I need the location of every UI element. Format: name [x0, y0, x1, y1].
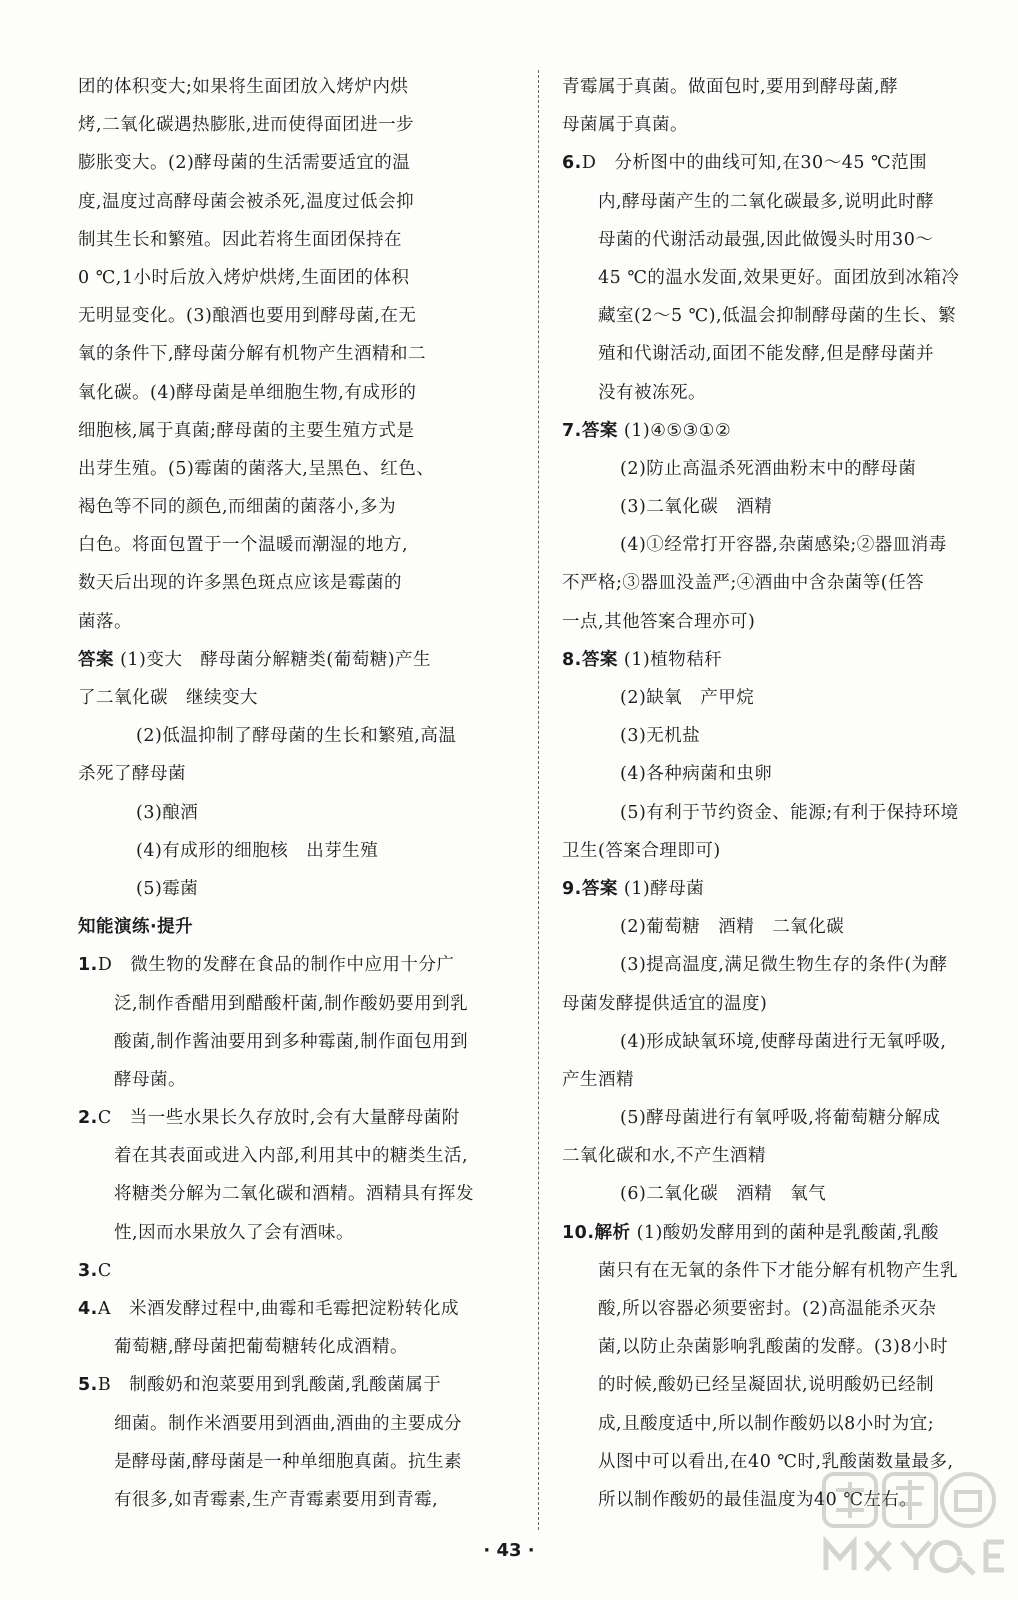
text-line — [78, 679, 518, 717]
line-text: 制其生长和繁殖。因此若将生面团保持在 — [78, 229, 402, 250]
text-line — [78, 1405, 518, 1443]
line-text: (4)各种病菌和虫卵 — [620, 764, 773, 785]
text-line — [562, 412, 982, 450]
text-line — [562, 106, 982, 144]
text-line — [562, 794, 982, 832]
text-line — [562, 1405, 982, 1443]
line-text: D 微生物的发酵在食品的制作中应用十分广 — [97, 955, 455, 976]
text-line — [562, 603, 982, 641]
line-text: 不严格;③器皿没盖严;④酒曲中含杂菌等(任答 — [562, 573, 925, 594]
text-line — [562, 1137, 982, 1175]
text-line — [78, 1366, 518, 1404]
question-number: 8. — [562, 649, 582, 670]
answer-tag: 答案 — [78, 649, 114, 670]
line-text: (1)变大 酵母菌分解糖类(葡萄糖)产生 — [120, 649, 432, 670]
question-number: 7. — [562, 420, 582, 441]
text-line — [562, 1252, 982, 1290]
line-text: 褐色等不同的颜色,而细菌的菌落小,多为 — [78, 497, 397, 518]
text-line — [78, 1481, 518, 1519]
line-text: 是酵母菌,酵母菌是一种单细胞真菌。抗生素 — [114, 1451, 463, 1472]
line-text: C — [97, 1260, 112, 1281]
question-number: 2. — [78, 1108, 98, 1129]
text-line — [78, 106, 518, 144]
text-line — [562, 1214, 982, 1252]
text-line — [562, 450, 982, 488]
text-line — [562, 297, 982, 335]
question-number: 5. — [78, 1375, 98, 1396]
text-line — [562, 1366, 982, 1404]
text-line — [78, 488, 518, 526]
text-line — [562, 488, 982, 526]
text-line — [78, 144, 518, 182]
text-line — [78, 526, 518, 564]
text-line — [78, 832, 518, 870]
section-heading: 知能演练·提升 — [78, 917, 194, 938]
line-text: 细菌。制作米酒要用到酒曲,酒曲的主要成分 — [114, 1413, 463, 1434]
text-line — [562, 1061, 982, 1099]
text-line — [78, 1328, 518, 1366]
text-line — [78, 870, 518, 908]
line-text: 氧的条件下,酵母菌分解有机物产生酒精和二 — [78, 344, 427, 365]
line-text: 殖和代谢活动,面团不能发酵,但是酵母菌并 — [598, 344, 935, 365]
text-line — [562, 1328, 982, 1366]
line-text: 膨胀变大。(2)酵母菌的生活需要适宜的温 — [78, 153, 411, 174]
text-line — [78, 68, 518, 106]
question-number: 9. — [562, 878, 582, 899]
line-text: (2)葡萄糖 酒精 二氧化碳 — [620, 917, 845, 938]
line-text: (3)二氧化碳 酒精 — [620, 497, 773, 518]
line-text: 母菌发酵提供适宜的温度) — [562, 993, 768, 1014]
text-line — [78, 1023, 518, 1061]
line-text: (3)酿酒 — [136, 802, 199, 823]
text-line — [562, 1290, 982, 1328]
line-text: 杀死了酵母菌 — [78, 764, 186, 785]
line-text: (6)二氧化碳 酒精 氧气 — [620, 1184, 827, 1205]
text-line — [562, 259, 982, 297]
text-line — [78, 755, 518, 793]
line-text: 酸菌,制作酱油要用到多种霉菌,制作面包用到 — [114, 1031, 469, 1052]
text-line — [78, 1443, 518, 1481]
answer-tag: 答案 — [581, 420, 618, 441]
text-line — [78, 908, 518, 946]
line-text: (1)酸奶发酵用到的菌种是乳酸菌,乳酸 — [636, 1222, 939, 1243]
text-line — [78, 946, 518, 984]
line-text: (5)有利于节约资金、能源;有利于保持环境 — [620, 802, 959, 823]
line-text: 出芽生殖。(5)霉菌的菌落大,呈黑色、红色、 — [78, 458, 435, 479]
text-line — [562, 908, 982, 946]
page-number: · 43 · — [483, 1540, 535, 1561]
line-text: 无明显变化。(3)酿酒也要用到酵母菌,在无 — [78, 306, 417, 327]
line-text: 有很多,如青霉素,生产青霉素要用到青霉, — [114, 1489, 439, 1510]
question-number: 4. — [78, 1299, 98, 1319]
line-text: 成,且酸度适中,所以制作酸奶以8小时为宜; — [598, 1413, 935, 1434]
text-line — [562, 68, 982, 106]
text-line — [562, 335, 982, 373]
line-text: 细胞核,属于真菌;酵母菌的主要生殖方式是 — [78, 420, 415, 441]
answer-tag: 答案 — [581, 649, 618, 670]
line-text: 内,酵母菌产生的二氧化碳最多,说明此时酵 — [598, 191, 935, 212]
line-text: (1)④⑤③①② — [623, 420, 732, 441]
text-line — [78, 641, 518, 679]
line-text: 产生酒精 — [562, 1069, 634, 1090]
line-text: 母菌的代谢活动最强,因此做馒头时用30～ — [598, 229, 934, 250]
line-text: B 制酸奶和泡菜要用到乳酸菌,乳酸菌属于 — [97, 1375, 442, 1396]
line-text: 二氧化碳和水,不产生酒精 — [562, 1146, 767, 1167]
line-text: (5)霉菌 — [136, 878, 199, 899]
text-line — [78, 1137, 518, 1175]
line-text: 氧化碳。(4)酵母菌是单细胞生物,有成形的 — [78, 382, 417, 403]
line-text: 泛,制作香醋用到醋酸杆菌,制作酸奶要用到乳 — [114, 993, 469, 1014]
text-line — [562, 679, 982, 717]
text-line — [562, 183, 982, 221]
text-line — [78, 794, 518, 832]
line-text: 数天后出现的许多黑色斑点应该是霉菌的 — [78, 573, 402, 594]
text-line — [562, 946, 982, 984]
text-line — [78, 564, 518, 602]
line-text: 的时候,酸奶已经呈凝固状,说明酸奶已经制 — [598, 1375, 935, 1396]
right-column — [562, 68, 982, 1519]
text-line — [78, 412, 518, 450]
line-text: C 当一些水果长久存放时,会有大量酵母菌附 — [97, 1108, 460, 1129]
text-line — [78, 1252, 518, 1290]
line-text: 菌落。 — [78, 611, 132, 632]
line-text: (3)提高温度,满足微生物生存的条件(为酵 — [620, 955, 948, 976]
line-text: 从图中可以看出,在40 ℃时,乳酸菌数量最多, — [598, 1451, 954, 1472]
text-line — [78, 1214, 518, 1252]
text-line — [78, 1175, 518, 1213]
line-text: 性,因而水果放久了会有酒味。 — [114, 1222, 355, 1243]
watermark-logo — [820, 1470, 1005, 1585]
text-line — [78, 1290, 518, 1328]
text-line — [562, 717, 982, 755]
line-text: 酵母菌。 — [114, 1069, 186, 1090]
question-number: 3. — [78, 1260, 98, 1281]
text-line — [78, 985, 518, 1023]
text-line — [78, 183, 518, 221]
text-line — [562, 870, 982, 908]
line-text: 着在其表面或进入内部,利用其中的糖类生活, — [114, 1146, 469, 1167]
text-line — [562, 641, 982, 679]
question-number: 10. — [562, 1222, 595, 1243]
text-line — [78, 1061, 518, 1099]
line-text: (1)植物秸秆 — [623, 649, 723, 670]
text-line — [562, 221, 982, 259]
text-line — [78, 335, 518, 373]
text-line — [78, 603, 518, 641]
line-text: 所以制作酸奶的最佳温度为40 ℃左右。 — [598, 1489, 918, 1510]
text-line — [562, 985, 982, 1023]
text-line — [562, 832, 982, 870]
line-text: 菌只有在无氧的条件下才能分解有机物产生乳 — [598, 1260, 958, 1281]
line-text: 葡萄糖,酵母菌把葡萄糖转化成酒精。 — [114, 1337, 409, 1358]
line-text: (2)缺氧 产甲烷 — [620, 688, 755, 708]
line-text: 度,温度过高酵母菌会被杀死,温度过低会抑 — [78, 191, 415, 212]
line-text: 一点,其他答案合理亦可) — [562, 611, 756, 632]
line-text: 0 ℃,1小时后放入烤炉烘烤,生面团的体积 — [78, 267, 410, 288]
line-text: (2)低温抑制了酵母菌的生长和繁殖,高温 — [136, 726, 457, 747]
line-text: 团的体积变大;如果将生面团放入烤炉内烘 — [78, 77, 409, 97]
line-text: D 分析图中的曲线可知,在30～45 ℃范围 — [581, 153, 928, 174]
text-line — [78, 259, 518, 297]
column-divider — [538, 70, 539, 1530]
line-text: (1)酵母菌 — [623, 878, 705, 899]
text-line — [78, 717, 518, 755]
answer-tag: 答案 — [581, 878, 618, 899]
text-line — [78, 374, 518, 412]
line-text: 了二氧化碳 继续变大 — [78, 688, 258, 708]
text-line — [562, 1175, 982, 1213]
line-text: (4)有成形的细胞核 出芽生殖 — [136, 840, 379, 861]
line-text: 烤,二氧化碳遇热膨胀,进而使得面团进一步 — [78, 115, 415, 136]
line-text: 酸,所以容器必须要密封。(2)高温能杀灭杂 — [598, 1299, 937, 1319]
answer-tag: 解析 — [594, 1222, 631, 1243]
text-line — [562, 1099, 982, 1137]
question-number: 1. — [78, 955, 98, 976]
text-line — [562, 564, 982, 602]
line-text: A 米酒发酵过程中,曲霉和毛霉把淀粉转化成 — [97, 1299, 460, 1319]
left-column — [78, 68, 518, 1519]
line-text: 卫生(答案合理即可) — [562, 840, 721, 861]
line-text: (3)无机盐 — [620, 726, 701, 747]
line-text: 没有被冻死。 — [598, 382, 706, 403]
line-text: 白色。将面包置于一个温暖而潮湿的地方, — [78, 535, 409, 556]
line-text: 藏室(2～5 ℃),低温会抑制酵母菌的生长、繁 — [598, 306, 957, 327]
text-line — [78, 450, 518, 488]
line-text: (4)形成缺氧环境,使酵母菌进行无氧呼吸, — [620, 1031, 947, 1052]
text-line — [562, 526, 982, 564]
line-text: (2)防止高温杀死酒曲粉末中的酵母菌 — [620, 458, 917, 479]
text-line — [78, 1099, 518, 1137]
text-line — [562, 755, 982, 793]
text-line — [562, 1023, 982, 1061]
line-text: 将糖类分解为二氧化碳和酒精。酒精具有挥发 — [114, 1184, 474, 1205]
question-number: 6. — [562, 153, 582, 174]
text-line — [78, 297, 518, 335]
line-text: (4)①经常打开容器,杂菌感染;②器皿消毒 — [620, 535, 947, 556]
text-line — [562, 144, 982, 182]
text-line — [78, 221, 518, 259]
line-text: 母菌属于真菌。 — [562, 115, 688, 136]
text-line — [562, 374, 982, 412]
line-text: (5)酵母菌进行有氧呼吸,将葡萄糖分解成 — [620, 1108, 941, 1129]
line-text: 45 ℃的温水发面,效果更好。面团放到冰箱冷 — [598, 267, 960, 288]
line-text: 菌,以防止杂菌影响乳酸菌的发酵。(3)8小时 — [598, 1337, 948, 1358]
line-text: 青霉属于真菌。做面包时,要用到酵母菌,酵 — [562, 77, 899, 97]
